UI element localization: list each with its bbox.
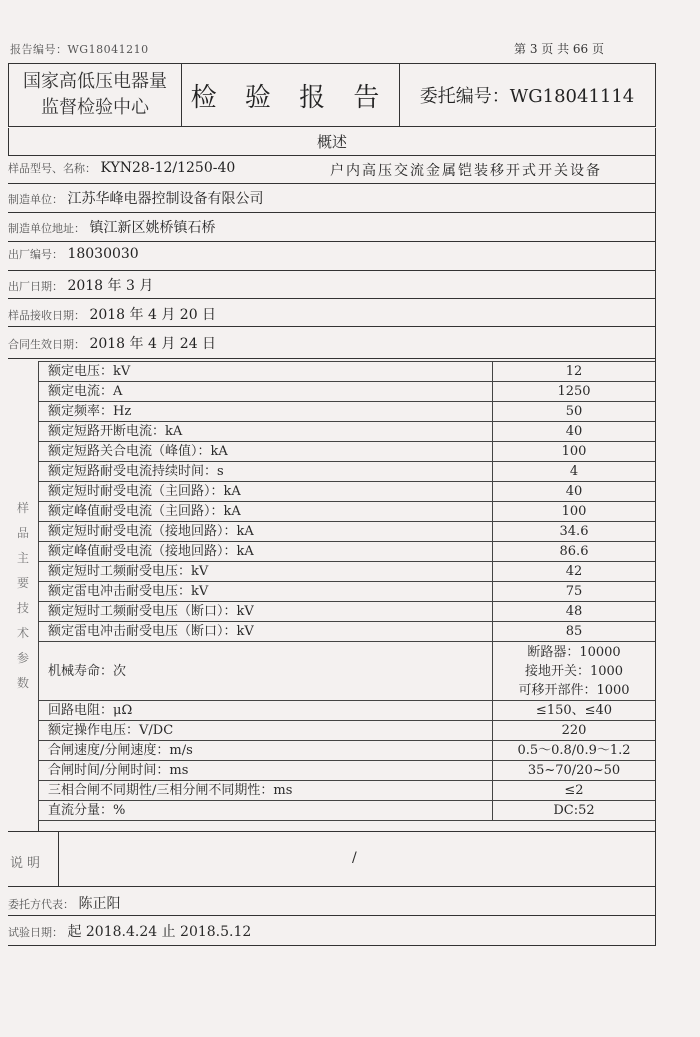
title-block [8, 63, 656, 127]
client-rep-value: 陈正阳 [78, 896, 121, 912]
org-line-2: 监督检验中心 [41, 97, 149, 118]
serial-label: 出厂编号： [8, 248, 63, 261]
table-row [39, 741, 656, 761]
param-name: 直流分量：% [39, 801, 493, 821]
divider [8, 915, 656, 916]
table-row [39, 462, 656, 482]
param-name: 三相合闸不同期性/三相分闸不同期性：ms [39, 781, 493, 801]
received-row [8, 304, 216, 324]
entrust-number: 委托编号：WG18041114 [419, 86, 635, 107]
model-row [8, 160, 648, 179]
param-value: 85 [493, 622, 656, 642]
contract-value: 2018 年 4 月 24 日 [89, 336, 217, 352]
param-name: 额定短时工频耐受电压：kV [39, 562, 493, 582]
report-title: 检 验 报 告 [181, 64, 400, 126]
received-value: 2018 年 4 月 20 日 [89, 307, 217, 323]
param-value: 12 [493, 362, 656, 382]
param-value-line: 可移开部件：1000 [518, 682, 630, 698]
client-rep-label: 委托方代表： [8, 898, 74, 911]
params-sidebar [8, 361, 39, 831]
divider [8, 298, 656, 299]
param-value [493, 642, 656, 701]
params-table [38, 361, 656, 821]
param-value: 4 [493, 462, 656, 482]
param-name: 额定频率：Hz [39, 402, 493, 422]
table-row [39, 542, 656, 562]
serial-row [8, 246, 139, 262]
test-date-row [8, 921, 251, 941]
table-row [39, 402, 656, 422]
sidebar-char: 主 [16, 551, 29, 565]
param-name: 额定短路开断电流：kA [39, 422, 493, 442]
param-name: 额定短路关合电流（峰值）：kA [39, 442, 493, 462]
model-name: 户内高压交流金属铠装移开式开关设备 [330, 163, 602, 179]
date-label: 出厂日期： [8, 280, 63, 293]
param-name: 机械寿命：次 [39, 642, 493, 701]
notes-value: / [352, 850, 357, 866]
param-name: 额定雷电冲击耐受电压：kV [39, 582, 493, 602]
param-value: 86.6 [493, 542, 656, 562]
param-name: 额定短路耐受电流持续时间：s [39, 462, 493, 482]
table-row [39, 442, 656, 462]
test-date-value: 起 2018.4.24 止 2018.5.12 [67, 924, 252, 940]
param-name: 回路电阻：μΩ [39, 701, 493, 721]
param-value: 40 [493, 482, 656, 502]
param-value: 1250 [493, 382, 656, 402]
param-name: 额定电压：kV [39, 362, 493, 382]
maker-value: 江苏华峰电器控制设备有限公司 [67, 191, 264, 207]
notes-label: 说明 [10, 856, 45, 871]
notes-divider [58, 831, 59, 886]
divider [8, 212, 656, 213]
serial-value: 18030030 [67, 246, 139, 262]
frame-right-edge [655, 128, 656, 945]
divider [8, 241, 656, 242]
contract-label: 合同生效日期： [8, 338, 85, 351]
org-line-1: 国家高低压电器量 [23, 71, 167, 92]
table-row [39, 602, 656, 622]
param-name: 额定短时耐受电流（接地回路）：kA [39, 522, 493, 542]
table-row [39, 482, 656, 502]
section-title: 概述 [8, 128, 656, 156]
table-row [39, 502, 656, 522]
param-name: 额定操作电压：V/DC [39, 721, 493, 741]
divider [8, 326, 656, 327]
param-name: 额定电流：A [39, 382, 493, 402]
address-value: 镇江新区姚桥镇石桥 [89, 220, 216, 236]
param-value-line: 接地开关：1000 [524, 663, 624, 679]
sidebar-char: 技 [16, 601, 29, 615]
client-rep-row [8, 893, 120, 913]
param-name: 额定峰值耐受电流（主回路）：kA [39, 502, 493, 522]
model-label: 样品型号、名称： [8, 162, 96, 175]
sidebar-char: 术 [16, 626, 29, 640]
table-row [39, 781, 656, 801]
date-row [8, 275, 153, 295]
param-value: DC:52 [493, 801, 656, 821]
sidebar-char: 样 [16, 501, 29, 515]
table-row [39, 422, 656, 442]
table-row [39, 622, 656, 642]
divider [8, 358, 656, 359]
param-value: ≤2 [493, 781, 656, 801]
param-name: 合闸速度/分闸速度：m/s [39, 741, 493, 761]
divider [8, 886, 656, 887]
maker-row [8, 188, 263, 208]
table-row [39, 382, 656, 402]
model-value: KYN28-12/1250-40 [100, 160, 236, 176]
param-name: 额定短时耐受电流（主回路）：kA [39, 482, 493, 502]
report-number: 报告编号：WG18041210 [10, 43, 149, 56]
table-row [39, 362, 656, 382]
param-name: 额定短时工频耐受电压（断口）：kV [39, 602, 493, 622]
divider [8, 270, 656, 271]
param-value: 50 [493, 402, 656, 422]
sidebar-char: 要 [16, 576, 29, 590]
sidebar-char: 数 [16, 676, 29, 690]
param-value: 100 [493, 442, 656, 462]
received-label: 样品接收日期： [8, 309, 85, 322]
param-value: ≤150、≤40 [493, 701, 656, 721]
page-number: 第 3 页 共 66 页 [514, 42, 604, 56]
address-row [8, 217, 215, 237]
table-row [39, 522, 656, 542]
sidebar-char: 参 [16, 651, 29, 665]
param-value: 34.6 [493, 522, 656, 542]
maker-label: 制造单位： [8, 193, 63, 206]
table-row [39, 801, 656, 821]
param-value: 42 [493, 562, 656, 582]
param-value-line: 断路器：10000 [527, 644, 621, 660]
address-label: 制造单位地址： [8, 222, 85, 235]
param-value: 40 [493, 422, 656, 442]
param-value: 0.5～0.8/0.9～1.2 [493, 741, 656, 761]
table-row [39, 642, 656, 701]
param-name: 额定雷电冲击耐受电压（断口）：kV [39, 622, 493, 642]
table-row [39, 721, 656, 741]
divider [8, 831, 656, 832]
sidebar-char: 品 [16, 526, 29, 540]
param-value: 220 [493, 721, 656, 741]
table-row [39, 761, 656, 781]
test-date-label: 试验日期： [8, 926, 63, 939]
param-name: 额定峰值耐受电流（接地回路）：kA [39, 542, 493, 562]
contract-row [8, 333, 216, 353]
issuing-organization [9, 64, 182, 126]
param-value: 48 [493, 602, 656, 622]
divider [8, 183, 656, 184]
date-value: 2018 年 3 月 [67, 278, 154, 294]
table-row [39, 701, 656, 721]
param-value: 35~70/20~50 [493, 761, 656, 781]
divider [8, 945, 656, 946]
param-name: 合闸时间/分闸时间：ms [39, 761, 493, 781]
table-row [39, 562, 656, 582]
param-value: 100 [493, 502, 656, 522]
param-value: 75 [493, 582, 656, 602]
table-row [39, 582, 656, 602]
